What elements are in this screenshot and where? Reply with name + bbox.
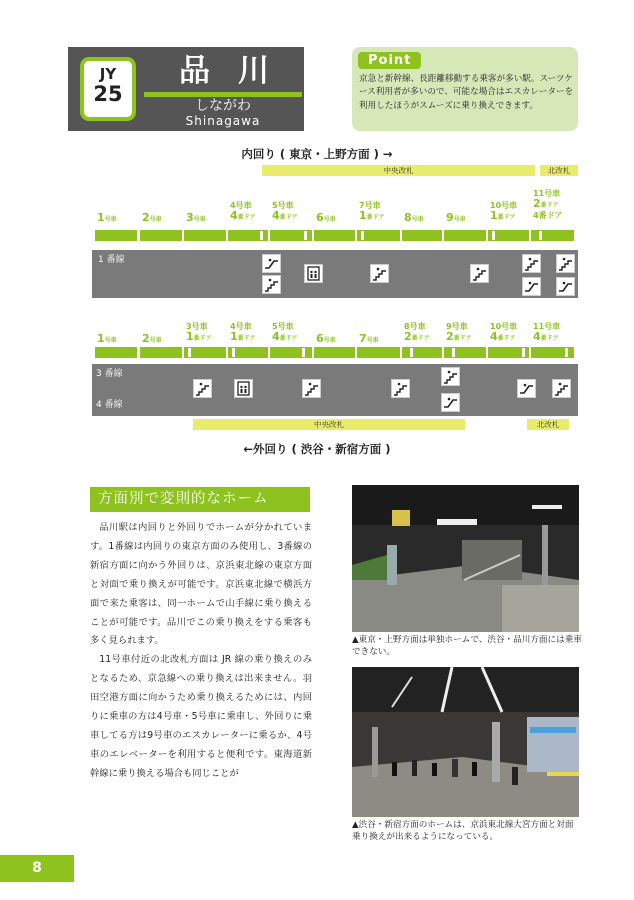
outer-car-block bbox=[488, 347, 529, 358]
door-mark bbox=[539, 231, 542, 240]
outer-north-exit: 北改札 bbox=[527, 419, 569, 430]
car-number: 4 bbox=[272, 330, 280, 343]
inner-car-block bbox=[531, 230, 574, 241]
article-paragraph: 11号車付近の北改札方面は JR 線の乗り換えのみとなるため、京急線への乗り換えは出来ません。羽田空港方面に向かうため乗り換えるためには、内回りに乗車の方は4号車・5号車に乗車し、外回りに乗車してる方は9号車のエスカレーターに乗るか、4号車のエレベーターを利用すると便利です。東海道新幹線に乗り換える場合も同じことが bbox=[90, 654, 312, 779]
car-label-top: 10号車 bbox=[490, 201, 518, 210]
outer-car-label bbox=[446, 322, 471, 344]
car-unit: 番ドア bbox=[497, 335, 516, 342]
car-number: 2 bbox=[142, 211, 150, 224]
outer-central-exit: 中央改札 bbox=[193, 419, 465, 430]
car-unit: 番ドア bbox=[497, 214, 516, 221]
outer-car-label bbox=[142, 334, 162, 346]
car-label-top: 11号車 bbox=[533, 322, 561, 331]
door-mark bbox=[188, 348, 191, 357]
car-unit: 番ドア bbox=[366, 214, 385, 221]
outer-car-block bbox=[270, 347, 312, 358]
outer-car-label bbox=[404, 322, 429, 344]
car-unit: 号車 bbox=[453, 216, 466, 223]
car-label-top: 4号車 bbox=[230, 201, 252, 210]
point-text: 京急と新幹線、長距離移動する乗客が多い駅。スーツケース利用者が多いので、可能な場合はエスカレーターを利用したほうがスムーズに乗り換えできます。 bbox=[359, 74, 574, 111]
car-unit: 号車 bbox=[366, 337, 379, 344]
escalator-icon bbox=[262, 254, 281, 273]
inner-car-label bbox=[316, 213, 336, 225]
car-number: 4 bbox=[533, 330, 541, 343]
car-unit: 号車 bbox=[149, 216, 162, 223]
door-mark bbox=[232, 348, 235, 357]
inner-car-block bbox=[488, 230, 529, 241]
car-label-extra: 4番ドア bbox=[533, 211, 563, 220]
inner-car-block bbox=[402, 230, 442, 241]
car-unit: 号車 bbox=[193, 216, 206, 223]
car-unit: 番ドア bbox=[453, 335, 472, 342]
car-number: 3 bbox=[186, 211, 194, 224]
inner-car-block bbox=[314, 230, 355, 241]
car-unit: 番ドア bbox=[540, 335, 559, 342]
car-number: 9 bbox=[446, 211, 454, 224]
car-number: 4 bbox=[272, 209, 280, 222]
car-label-main bbox=[404, 213, 424, 225]
car-label-top: 8号車 bbox=[404, 322, 426, 331]
outer-car-label bbox=[533, 322, 560, 344]
outer-car-block bbox=[228, 347, 268, 358]
station-sign bbox=[68, 47, 304, 131]
escalator-icon bbox=[517, 379, 536, 398]
car-label-top: 7号車 bbox=[359, 201, 381, 210]
stairs-icon bbox=[302, 379, 321, 398]
outer-car-block bbox=[531, 347, 574, 358]
elevator-icon bbox=[234, 379, 253, 398]
stairs-icon bbox=[470, 264, 489, 283]
car-label-main bbox=[404, 332, 429, 344]
section-heading: 方面別で変則的なホーム bbox=[90, 487, 310, 512]
outer-direction-label: ←外回り ( 渋谷・新宿方面 ) bbox=[243, 442, 391, 456]
station-name-romaji: Shinagawa bbox=[185, 114, 261, 128]
car-number: 7 bbox=[359, 332, 367, 345]
inner-car-block bbox=[140, 230, 182, 241]
car-label-main bbox=[230, 211, 255, 223]
car-number: 1 bbox=[230, 330, 238, 343]
door-mark bbox=[260, 231, 263, 240]
door-mark bbox=[452, 348, 455, 357]
car-label-main bbox=[490, 332, 517, 344]
escalator-icon bbox=[441, 393, 460, 412]
elevator-icon bbox=[304, 264, 323, 283]
car-number: 4 bbox=[230, 209, 238, 222]
car-label-main bbox=[316, 213, 336, 225]
outer-car-label bbox=[230, 322, 255, 344]
inner-car-label bbox=[533, 189, 562, 221]
inner-central-exit: 中央改札 bbox=[262, 165, 535, 176]
escalator-icon bbox=[522, 277, 541, 296]
article-paragraph: 品川駅は内回りと外回りでホームが分かれています。1番線は内回りの東京方面のみ使用し、3番線の新宿方面に向かう外回りは、京浜東北線の東京方面と対面で乗り換えが可能です。京浜東北線で横浜方面で来た乗客は、同一ホームで山手線に乗り換えることが可能です。品川でこの乗り換えをする乗客も多く見られます。 bbox=[90, 522, 312, 647]
inner-north-exit: 北改札 bbox=[540, 165, 578, 176]
inner-car-label bbox=[446, 213, 466, 225]
outer-car-label bbox=[272, 322, 297, 344]
inner-car-label bbox=[97, 213, 117, 225]
car-number: 6 bbox=[316, 211, 324, 224]
inner-direction-label: 内回り ( 東京・上野方面 ) → bbox=[241, 147, 393, 161]
car-unit: 号車 bbox=[104, 216, 117, 223]
car-number: 2 bbox=[446, 330, 454, 343]
car-label-main bbox=[359, 211, 384, 223]
car-label-top: 4号車 bbox=[230, 322, 252, 331]
door-mark bbox=[361, 231, 364, 240]
article-body bbox=[90, 519, 312, 784]
car-number: 6 bbox=[316, 332, 324, 345]
car-label-top: 5号車 bbox=[272, 201, 294, 210]
car-unit: 号車 bbox=[411, 216, 424, 223]
outer-car-block bbox=[95, 347, 137, 358]
photo-caption-outer: ▲渋谷・新宿方面のホームは、京浜東北線大宮方面と対面乗り換えが出来るようになっている。 bbox=[352, 820, 574, 842]
inner-car-block bbox=[270, 230, 312, 241]
car-unit: 番ドア bbox=[237, 214, 256, 221]
inner-car-label bbox=[359, 201, 384, 223]
car-unit: 号車 bbox=[323, 337, 336, 344]
car-number: 1 bbox=[186, 330, 194, 343]
car-label-top: 11号車 bbox=[533, 189, 561, 198]
car-number: 1 bbox=[97, 332, 105, 345]
door-mark bbox=[410, 348, 413, 357]
car-label-main bbox=[97, 334, 117, 346]
car-number: 4 bbox=[490, 330, 498, 343]
outer-car-block bbox=[444, 347, 486, 358]
outer-car-block bbox=[357, 347, 400, 358]
car-label-main bbox=[533, 199, 562, 211]
outer-platform bbox=[92, 364, 578, 416]
outer-car-label bbox=[490, 322, 517, 344]
point-label: Point bbox=[358, 52, 421, 69]
car-label-main bbox=[490, 211, 517, 223]
door-mark bbox=[565, 348, 568, 357]
stairs-icon bbox=[193, 379, 212, 398]
car-label-main bbox=[316, 334, 336, 346]
car-label-top: 5号車 bbox=[272, 322, 294, 331]
car-label-main bbox=[142, 334, 162, 346]
station-name-kanji: 品川 bbox=[179, 53, 297, 89]
car-unit: 号車 bbox=[323, 216, 336, 223]
inner-car-label bbox=[230, 201, 255, 223]
car-number: 2 bbox=[142, 332, 150, 345]
inner-car-label bbox=[142, 213, 162, 225]
station-name-kana: しながわ bbox=[195, 98, 251, 114]
outer-car-block bbox=[140, 347, 182, 358]
outer-car-label bbox=[316, 334, 336, 346]
inner-car-block bbox=[184, 230, 226, 241]
platform-photo-outer bbox=[352, 667, 579, 817]
track-3-label: 3 番線 bbox=[96, 369, 123, 379]
page-number: 8 bbox=[0, 855, 74, 882]
outer-car-label bbox=[186, 322, 211, 344]
stairs-icon bbox=[522, 254, 541, 273]
car-label-main bbox=[186, 213, 206, 225]
outer-car-block bbox=[314, 347, 355, 358]
inner-car-label bbox=[186, 213, 206, 225]
station-number-badge bbox=[80, 57, 136, 121]
car-number: 1 bbox=[359, 209, 367, 222]
stairs-icon bbox=[391, 379, 410, 398]
inner-car-block bbox=[444, 230, 486, 241]
stairs-icon bbox=[262, 275, 281, 294]
car-unit: 番ドア bbox=[411, 335, 430, 342]
escalator-icon bbox=[556, 277, 575, 296]
platform-photo-inner bbox=[352, 485, 579, 632]
door-mark bbox=[302, 348, 305, 357]
car-label-main bbox=[142, 213, 162, 225]
car-label-main bbox=[533, 332, 560, 344]
line-code: JY bbox=[99, 65, 117, 83]
car-label-main bbox=[446, 213, 466, 225]
car-number: 1 bbox=[97, 211, 105, 224]
door-mark bbox=[304, 231, 307, 240]
door-mark bbox=[492, 231, 495, 240]
car-unit: 番ドア bbox=[237, 335, 256, 342]
car-unit: 号車 bbox=[104, 337, 117, 344]
car-label-top: 3号車 bbox=[186, 322, 208, 331]
car-label-main bbox=[272, 211, 297, 223]
car-label-main bbox=[230, 332, 255, 344]
car-label-main bbox=[359, 334, 379, 346]
car-number: 1 bbox=[490, 209, 498, 222]
stairs-icon bbox=[556, 254, 575, 273]
stairs-icon bbox=[552, 379, 571, 398]
outer-car-block bbox=[184, 347, 226, 358]
car-number: 8 bbox=[404, 211, 412, 224]
inner-car-block bbox=[357, 230, 400, 241]
track-4-label: 4 番線 bbox=[96, 400, 123, 410]
car-label-top: 9号車 bbox=[446, 322, 468, 331]
inner-car-label bbox=[272, 201, 297, 223]
car-unit: 番ドア bbox=[193, 335, 212, 342]
car-unit: 号車 bbox=[149, 337, 162, 344]
inner-car-label bbox=[404, 213, 424, 225]
outer-car-label bbox=[97, 334, 117, 346]
photo-caption-inner: ▲東京・上野方面は単独ホームで、渋谷・品川方面には乗車できない。 bbox=[352, 635, 582, 657]
stairs-icon bbox=[370, 264, 389, 283]
car-label-main bbox=[446, 332, 471, 344]
inner-car-block bbox=[95, 230, 137, 241]
car-label-main bbox=[272, 332, 297, 344]
car-unit: 番ドア bbox=[279, 335, 298, 342]
car-label-top: 10号車 bbox=[490, 322, 518, 331]
inner-car-block bbox=[228, 230, 268, 241]
car-unit: 番ドア bbox=[279, 214, 298, 221]
station-number: 25 bbox=[93, 82, 123, 106]
track-1-label: 1 番線 bbox=[98, 255, 125, 265]
inner-car-label bbox=[490, 201, 517, 223]
car-number: 2 bbox=[533, 197, 541, 210]
door-mark bbox=[522, 348, 525, 357]
stairs-icon bbox=[441, 367, 460, 386]
car-unit: 番ドア bbox=[540, 202, 559, 209]
inner-platform bbox=[92, 250, 578, 298]
outer-car-block bbox=[402, 347, 442, 358]
car-label-main bbox=[97, 213, 117, 225]
outer-car-label bbox=[359, 334, 379, 346]
car-label-main bbox=[186, 332, 211, 344]
point-box bbox=[352, 47, 578, 131]
platform-diagram bbox=[0, 140, 634, 470]
car-number: 2 bbox=[404, 330, 412, 343]
